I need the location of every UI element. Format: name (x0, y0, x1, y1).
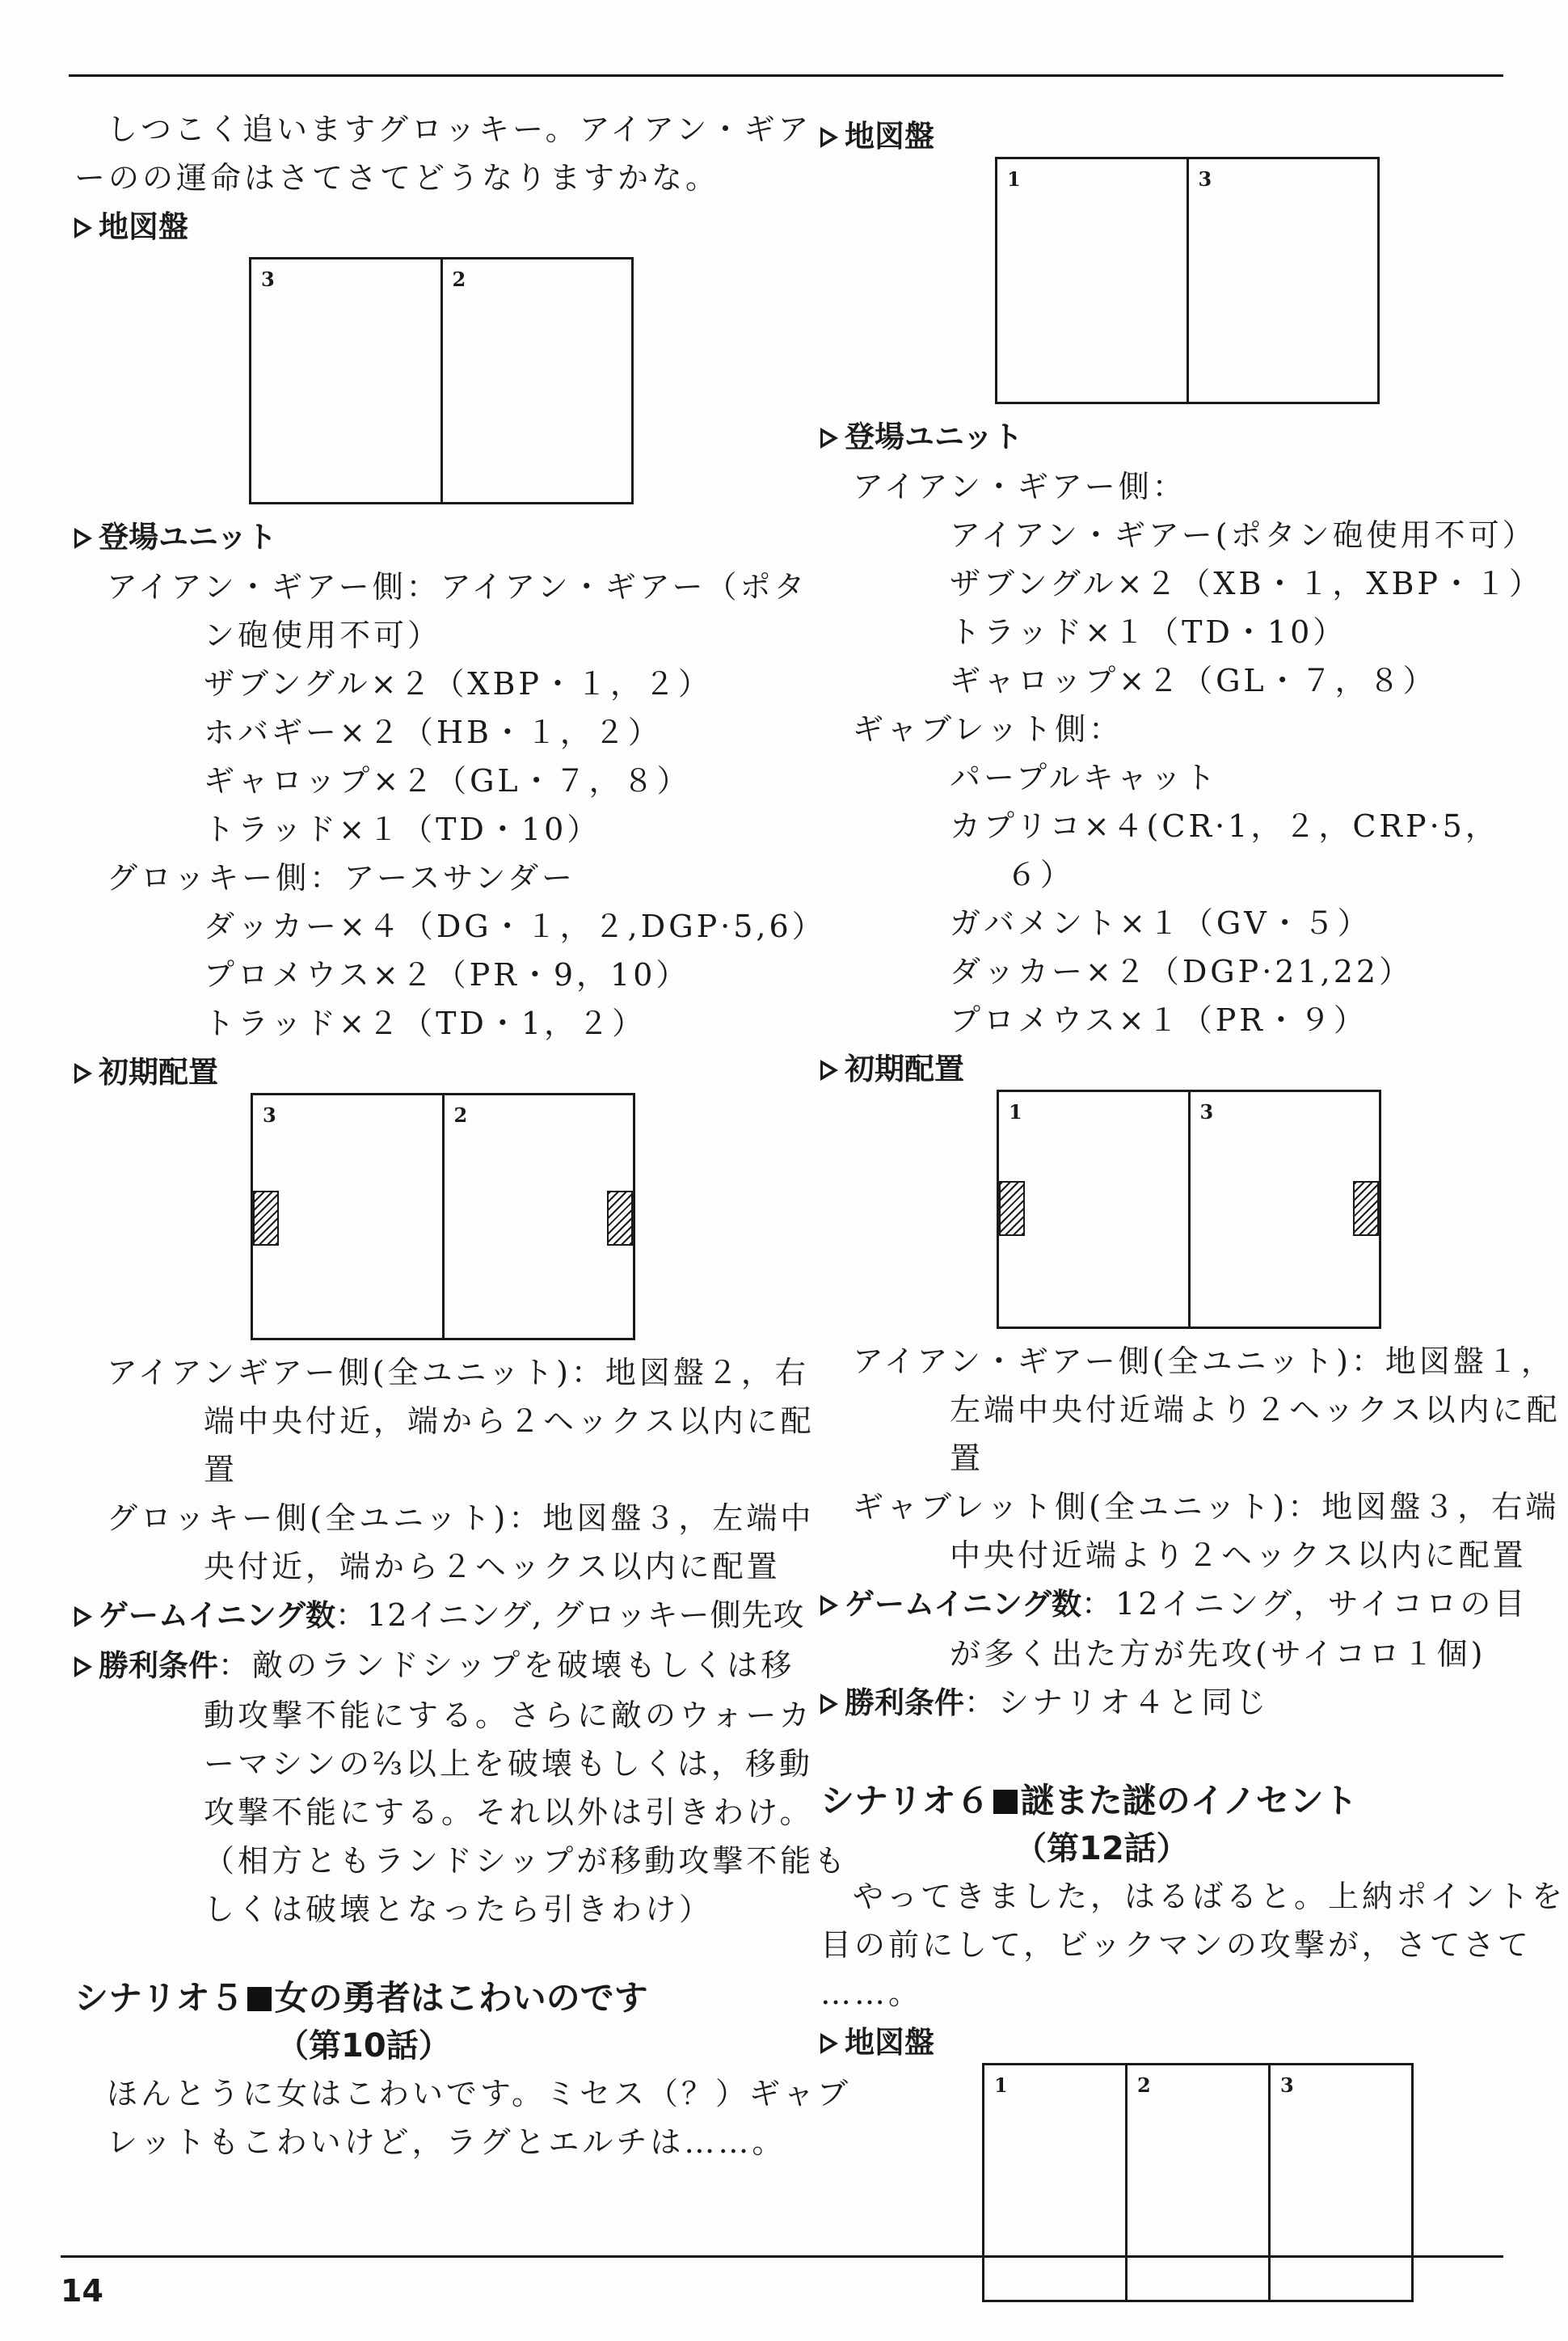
unit-line: アイアン・ギアー側：アイアン・ギアー（ポタ (107, 569, 808, 605)
deployment-zone (1353, 1181, 1379, 1236)
setup-map-board (251, 1093, 635, 1340)
scenario5-title: シナリオ５ 女の勇者はこわいのです (74, 1978, 648, 2018)
setup-heading: 初期配置 (820, 1044, 1532, 1095)
unit-line: ギャロップ×２（GL・７，８） (204, 763, 691, 799)
panel-number: 2 (453, 1103, 468, 1127)
intro-line: しつこく追いますグロッキー。アイアン・ギア (107, 112, 812, 147)
scenario6-episode: （第12話） (1014, 1830, 1189, 1867)
triangle-marker-icon (74, 1063, 92, 1084)
triangle-marker-icon (820, 1694, 838, 1715)
panel-number: 3 (1198, 167, 1212, 191)
unit-line: ダッカー×２（DGP·21,22） (950, 954, 1414, 989)
map-panel (251, 259, 440, 502)
scenario6-intro: 目の前にして，ビックマンの攻撃が，さてさて (820, 1927, 1532, 1963)
unit-line: ン砲使用不可） (204, 618, 442, 653)
victory-line: ーマシンの⅔以上を破壊もしくは，移動 (204, 1746, 813, 1782)
setup-line: 左端中央付近端より２ヘックス以内に配 (950, 1392, 1561, 1428)
map-panel (997, 159, 1187, 402)
setup-line: ギャブレット側(全ユニット)：地図盤３，右端 (853, 1489, 1560, 1525)
unit-line: プロメウス×２（PR・9，10） (204, 957, 690, 993)
victory-row: 勝利条件：敵のランドシップを破壊もしくは移 (74, 1641, 769, 1691)
unit-line: ホバギー×２（HB・１，２） (204, 715, 662, 750)
triangle-marker-icon (74, 1656, 92, 1677)
setup-line: 端中央付近，端から２ヘックス以内に配 (204, 1403, 815, 1439)
map-panel (984, 2065, 1125, 2300)
map-panel (440, 259, 632, 502)
unit-line: パープルキャット (950, 760, 1219, 795)
deployment-zone (999, 1181, 1025, 1236)
unit-line: トラッド×２（TD・1，２） (204, 1006, 647, 1041)
panel-number: 3 (1199, 1100, 1214, 1124)
setup-line: 中央付近端より２ヘックス以内に配置 (950, 1537, 1527, 1573)
panel-number: 1 (1009, 1100, 1022, 1124)
triangle-marker-icon (820, 428, 838, 449)
innings-text: ：12イニング，サイコロの目 (1081, 1586, 1528, 1622)
triangle-marker-icon (820, 2033, 838, 2054)
map-heading: 地図盤 (74, 202, 769, 252)
setup-heading: 初期配置 (74, 1048, 769, 1098)
scenario6-intro: ……。 (820, 1976, 923, 2011)
map2-heading: 地図盤 (820, 2018, 1532, 2068)
victory-text: ：シナリオ４と同じ (964, 1685, 1270, 1720)
victory-line: （相方ともランドシップが移動攻撃不能も (204, 1843, 849, 1879)
unit-line: カプリコ×４(CR·1，２，CRP·5， (950, 808, 1499, 844)
setup-line: グロッキー側(全ユニット)：地図盤３，左端中 (107, 1500, 815, 1536)
triangle-marker-icon (820, 127, 838, 148)
triangle-marker-icon (820, 1060, 838, 1081)
unit-line: ガバメント×１（GV・５） (950, 905, 1372, 941)
unit-line: ザブングル×２（XB・１，XBP・１） (950, 566, 1543, 601)
map-panel (1187, 159, 1378, 402)
unit-line: トラッド×１（TD・10） (204, 812, 601, 847)
setup-line: 置 (950, 1440, 984, 1476)
map-panel (1125, 2065, 1268, 2300)
units-heading: 登場ユニット (74, 512, 769, 563)
panel-number: 3 (261, 268, 275, 291)
deployment-zone (607, 1191, 633, 1246)
right-column (820, 112, 1566, 2310)
panel-number: 3 (263, 1103, 276, 1127)
unit-line: ザブングル×２（XBP・１，２） (204, 666, 712, 702)
innings-line: が多く出た方が先攻(サイコロ１個) (950, 1636, 1486, 1672)
scenario5-episode: （第10話） (276, 2027, 451, 2065)
map-heading: 地図盤 (820, 112, 1532, 162)
unit-line: アイアン・ギアー側： (853, 469, 1187, 504)
map-board (249, 257, 634, 504)
map-panel (1268, 2065, 1411, 2300)
black-square-icon (993, 1790, 1018, 1814)
map-board-three (982, 2063, 1414, 2302)
setup-line: 置 (204, 1452, 238, 1487)
triangle-marker-icon (74, 217, 92, 238)
scenario5-intro: レットもこわいけど，ラグとエルチは……。 (107, 2124, 786, 2160)
scenario6-title: シナリオ６ 謎また謎のイノセント (820, 1781, 1358, 1820)
black-square-icon (247, 1987, 272, 2011)
triangle-marker-icon (74, 528, 92, 549)
victory-line: しくは破壊となったら引きわけ） (204, 1892, 714, 1927)
unit-line: トラッド×１（TD・10） (950, 614, 1347, 650)
innings-row: ゲームイニング数：12イニング，サイコロの目 (820, 1580, 1532, 1630)
unit-line: ギャロップ×２（GL・７，８） (950, 663, 1437, 698)
panel-number: 3 (1280, 2073, 1294, 2097)
unit-line: アイアン・ギアー(ポタン砲使用不可） (950, 517, 1536, 553)
triangle-marker-icon (74, 1606, 92, 1627)
setup-map-board (997, 1090, 1381, 1329)
victory-row: 勝利条件：シナリオ４と同じ (820, 1678, 1532, 1728)
victory-line: 攻撃不能にする。それ以外は引きわけ。 (204, 1795, 814, 1830)
panel-number: 2 (1137, 2073, 1151, 2097)
map-panel (253, 1095, 442, 1338)
deployment-zone (253, 1191, 279, 1246)
scenario5-intro: ほんとうに女はこわいです。ミセス（？）ギャブ (107, 2076, 851, 2111)
panel-number: 2 (452, 268, 466, 291)
setup-line: 央付近，端から２ヘックス以内に配置 (204, 1549, 781, 1584)
map-board (995, 157, 1380, 404)
map-panel (1188, 1092, 1380, 1327)
victory-line: 動攻撃不能にする。さらに敵のウォーカ (204, 1698, 813, 1733)
triangle-marker-icon (820, 1595, 838, 1616)
innings-row: ゲームイニング数：12イニング, グロッキー側先攻 (74, 1591, 769, 1641)
innings-text: ：12イニング, グロッキー側先攻 (335, 1597, 805, 1633)
unit-line: ６） (1006, 857, 1075, 892)
unit-line: ギャブレット側： (853, 711, 1123, 747)
unit-line: プロメウス×１（PR・９） (950, 1002, 1368, 1038)
setup-line: アイアンギアー側(全ユニット)：地図盤２，右 (107, 1355, 809, 1390)
panel-number: 1 (1007, 167, 1021, 191)
panel-number: 1 (994, 2073, 1008, 2097)
left-column (74, 105, 851, 2166)
units-heading: 登場ユニット (820, 412, 1532, 462)
map-panel (999, 1092, 1188, 1327)
unit-line: グロッキー側：アースサンダー (107, 860, 576, 896)
intro-line: ーのの運命はさてさてどうなりますかな。 (74, 160, 720, 196)
setup-line: アイアン・ギアー側(全ユニット)：地図盤１， (853, 1343, 1555, 1379)
victory-text: ：敵のランドシップを破壊もしくは移 (218, 1647, 795, 1683)
scenario6-intro: やってきました，はるばると。上納ポイントを (853, 1879, 1566, 1914)
map-panel (442, 1095, 634, 1338)
unit-line: ダッカー×４（DG・１，２,DGP·5,6） (204, 909, 826, 944)
top-rule (69, 74, 1503, 77)
page-number: 14 (61, 2273, 103, 2309)
